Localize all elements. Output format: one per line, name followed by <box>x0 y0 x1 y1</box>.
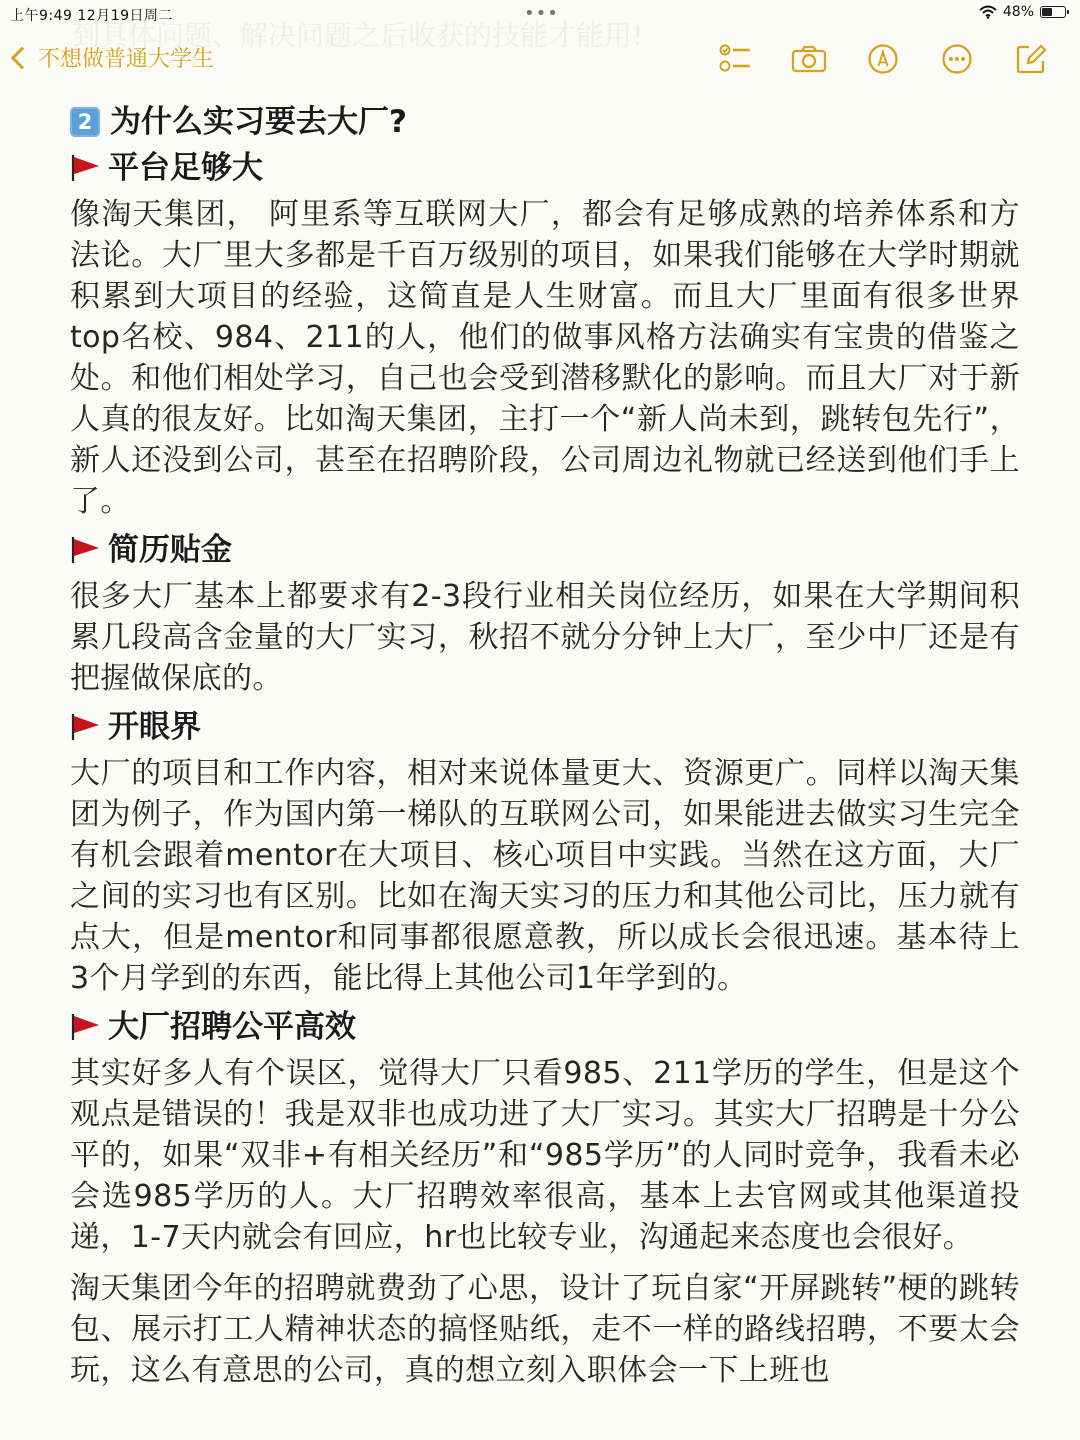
red-flag-icon <box>70 153 102 183</box>
section-heading <box>70 705 1020 749</box>
section-heading <box>70 1005 1020 1049</box>
section-heading-text: 开眼界 <box>108 709 201 745</box>
checklist-icon <box>718 43 752 75</box>
checklist-button[interactable] <box>712 42 758 76</box>
note-navigation-bar <box>0 36 1080 82</box>
battery-fill <box>1042 8 1052 16</box>
section-heading-text: 简历贴金 <box>108 532 232 568</box>
more-button[interactable] <box>934 42 980 76</box>
chevron-left-icon <box>11 46 34 69</box>
camera-icon <box>791 44 827 74</box>
section-heading-text: 平台足够大 <box>108 150 263 186</box>
more-icon <box>941 43 973 75</box>
compose-button[interactable] <box>1008 42 1054 76</box>
section-heading-text: 大厂招聘公平高效 <box>108 1009 356 1045</box>
note-title-text: 为什么实习要去大厂? <box>110 104 407 140</box>
section-heading <box>70 528 1020 572</box>
section-paragraph: 像淘天集团， 阿里系等互联网大厂，都会有足够成熟的培养体系和方法论。大厂里大多都是千百万级别的项目，如果我们能够在大学时期就积累到大项目的经验，这简直是人生财富。而且大厂里面有很多世界top名校、984、211的人，他们的做事风格方法确实有宝贵的借鉴之处。和他们相处学习，自己也会受到潜移默化的影响。而且大厂对于新人真的很友好。比如淘天集团，主打一个“新人尚未到，跳转包先行”，新人还没到公司，甚至在招聘阶段，公司周边礼物就已经送到他们手上了。 <box>70 197 1020 519</box>
note-toolbar <box>712 42 1054 76</box>
back-label: 不想做普通大学生 <box>38 47 215 72</box>
back-button[interactable] <box>14 42 214 73</box>
red-flag-icon <box>70 535 102 565</box>
section-paragraph: 淘天集团今年的招聘就费劲了心思，设计了玩自家“开屏跳转”梗的跳转包、展示打工人精神状态的搞怪贴纸，走不一样的路线招聘，不要太会玩，这么有意思的公司，真的想立刻入职体会一下上班也 <box>70 1271 1020 1388</box>
status-indicators <box>979 4 1066 20</box>
note-body[interactable] <box>70 100 1020 1397</box>
section-paragraph: 其实好多人有个误区，觉得大厂只看985、211学历的学生，但是这个观点是错误的！我是双非也成功进了大厂实习。其实大厂招聘是十分公平的，如果“双非+有相关经历”和“985学历”的人同时竞争，我看未必会选985学历的人。大厂招聘效率很高，基本上去官网或其他渠道投递，1-7天内就会有回应，hr也比较专业，沟通起来态度也会很好。 <box>70 1056 1020 1255</box>
keycap-number-icon: 2 <box>70 107 100 137</box>
overflow-text-behind-nav: 到具体问题、解决问题之后收获的技能才能用! <box>72 19 644 52</box>
compose-icon <box>1015 43 1047 75</box>
battery-percent: 48% <box>1002 4 1034 20</box>
status-time: 上午9:49 12月19日周二 <box>10 8 174 24</box>
multitasking-dots-icon[interactable]: ••• <box>524 3 559 24</box>
note-title <box>70 100 1020 144</box>
section-heading <box>70 146 1020 190</box>
battery-icon <box>1040 6 1066 18</box>
red-flag-icon <box>70 712 102 742</box>
camera-button[interactable] <box>786 42 832 76</box>
section-paragraph: 很多大厂基本上都要求有2-3段行业相关岗位经历，如果在大学期间积累几段高含金量的大厂实习，秋招不就分分钟上大厂，至少中厂还是有把握做保底的。 <box>70 579 1020 696</box>
red-flag-icon <box>70 1012 102 1042</box>
wifi-icon <box>979 5 997 19</box>
section-paragraph: 大厂的项目和工作内容，相对来说体量更大、资源更广。同样以淘天集团为例子，作为国内第一梯队的互联网公司，如果能进去做实习生完全有机会跟着mentor在大项目、核心项目中实践。当然在这方面，大厂之间的实习也有区别。比如在淘天实习的压力和其他公司比，压力就有点大，但是mentor和同事都很愿意教，所以成长会很迅速。基本待上3个月学到的东西，能比得上其他公司1年学到的。 <box>70 756 1020 996</box>
markup-pen-icon <box>867 43 899 75</box>
markup-button[interactable] <box>860 42 906 76</box>
